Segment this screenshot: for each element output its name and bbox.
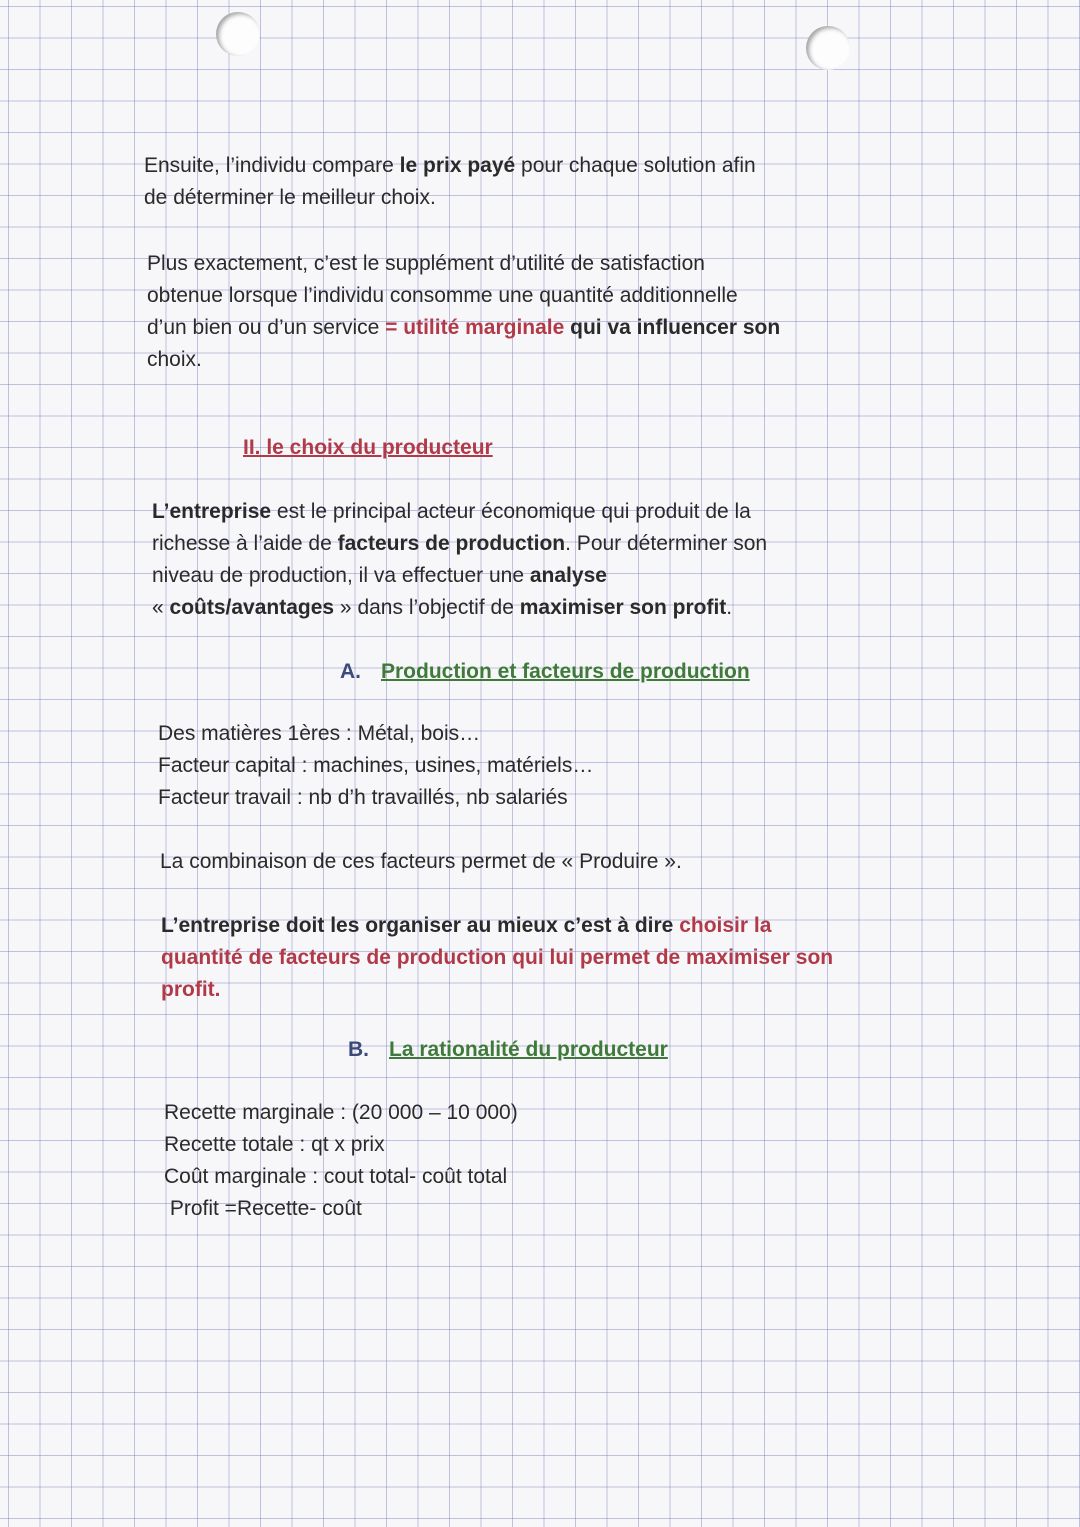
section-heading-production-factors: A. Production et facteurs de production (340, 660, 750, 683)
section-heading-producer-choice: II. le choix du producteur (243, 436, 493, 459)
paragraph-combination: La combinaison de ces facteurs permet de « Produire ». (160, 850, 682, 873)
paragraph-enterprise: L’entreprise est le principal acteur économique qui produit de la richesse à l’aide de facteurs de production. Pour déterminer son niveau de production, il va effectuer une analyse « coûts/avantages » dans l’objectif de maximiser son profit. (152, 500, 768, 619)
binder-hole-top-left (216, 12, 260, 56)
list-production-factors (158, 718, 593, 814)
paragraph-organisation: L’entreprise doit les organiser au mieux c’est à dire choisir la quantité de facteurs de production qui lui permet de maximiser son profit. (161, 914, 834, 1001)
list-item: Profit =Recette- coût (164, 1197, 362, 1220)
paragraph-marginal-utility: Plus exactement, c’est le supplément d’utilité de satisfaction obtenue lorsque l’individu consomme une quantité additionnelle d’un bien ou d’un service = utilité marginale qui va influencer son choix. (147, 252, 781, 371)
section-heading-producer-rationality: B. La rationalité du producteur (348, 1038, 668, 1061)
list-formulas (164, 1097, 518, 1225)
paragraph-price-comparison: Ensuite, l’individu compare le prix payé pour chaque solution afin de déterminer le meilleur choix. (144, 154, 756, 209)
list-item: Recette totale : qt x prix (164, 1133, 385, 1156)
list-item: Recette marginale : (20 000 – 10 000) (164, 1101, 518, 1124)
list-item: Coût marginale : cout total- coût total (164, 1165, 508, 1188)
list-item: Facteur capital : machines, usines, matériels… (158, 754, 594, 777)
list-item: Facteur travail : nb d’h travaillés, nb salariés (158, 786, 568, 809)
list-item: Des matières 1ères : Métal, bois… (158, 722, 481, 745)
binder-hole-top-right (806, 26, 850, 70)
